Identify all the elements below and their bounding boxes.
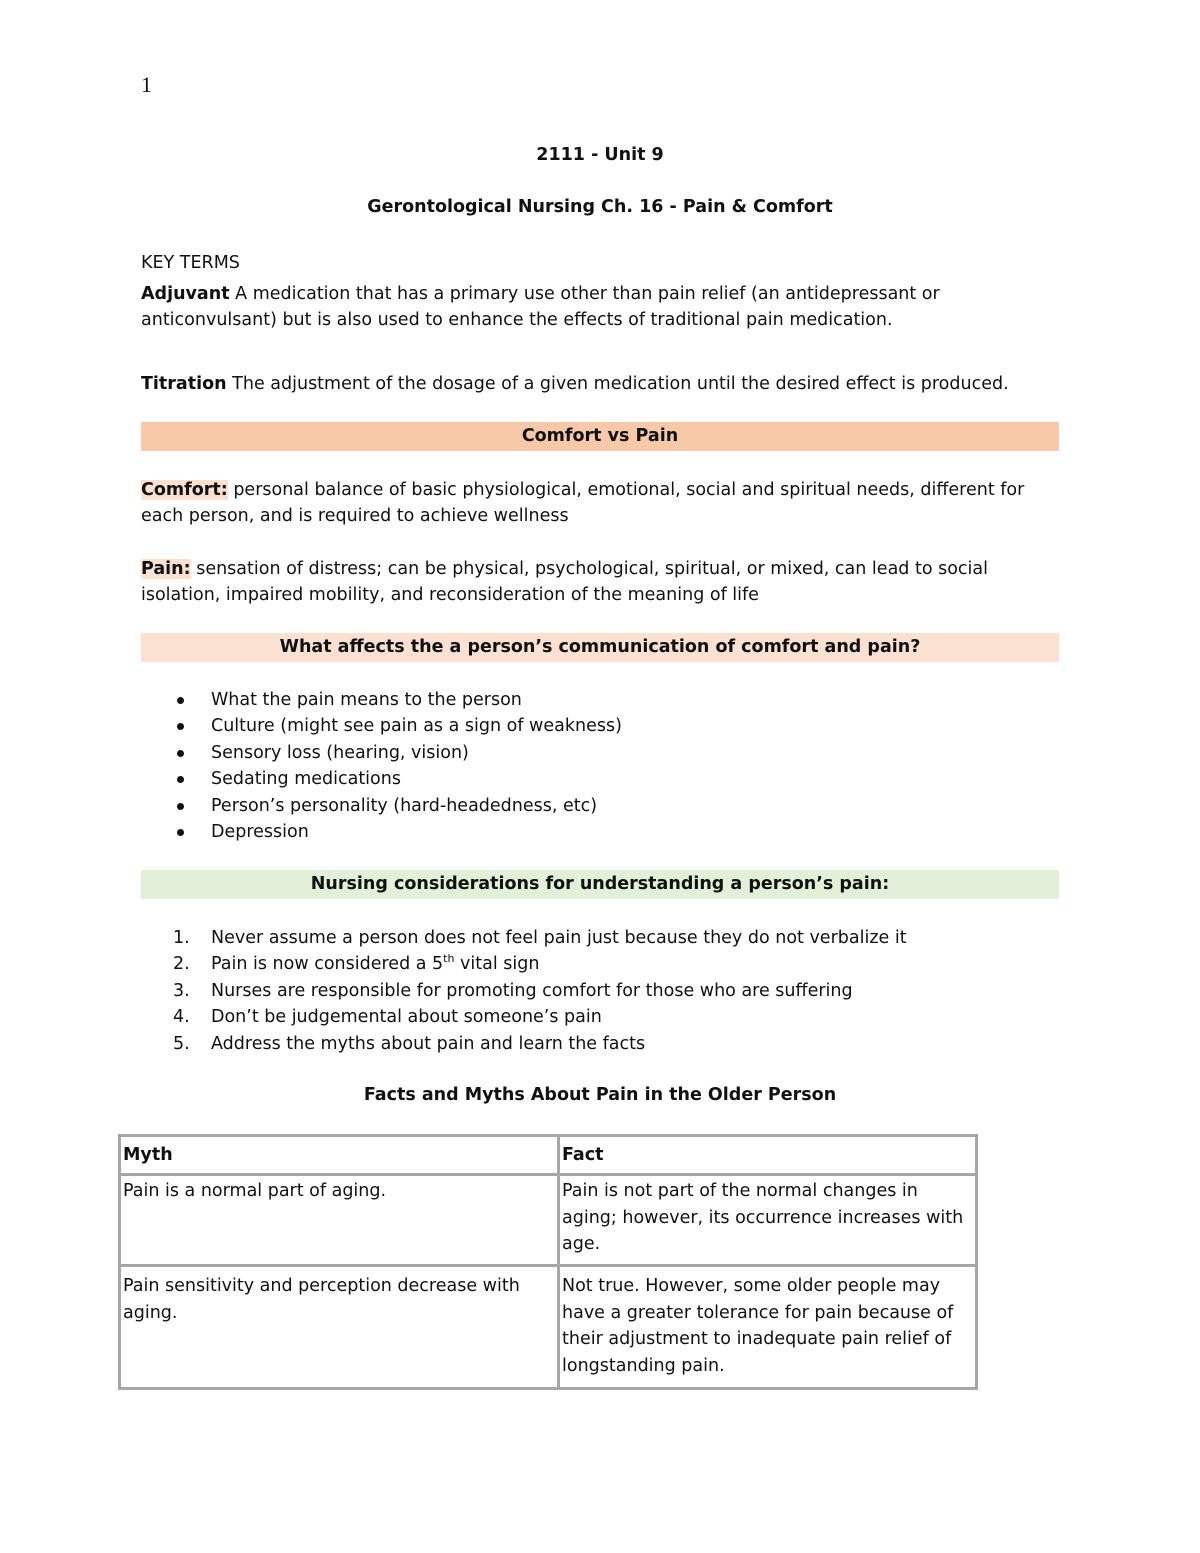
comfort-text: personal balance of basic physiological, emotional, social and spiritual needs, different for each person, and is required to achieve wellness — [141, 480, 1025, 526]
pain-definition — [141, 556, 1071, 608]
key-terms-heading: KEY TERMS — [141, 253, 240, 273]
list-item: Culture (might see pain as a sign of weakness) — [141, 713, 622, 739]
term-definition: A medication that has a primary use other than pain relief (an antidepressant or anticonvulsant) but is also used to enhance the effects of traditional pain medication. — [141, 284, 940, 330]
table-row — [120, 1266, 977, 1389]
list-item: 2. Pain is now considered a 5th vital sign — [173, 952, 540, 975]
myths-facts-table — [118, 1134, 978, 1390]
table-title: Facts and Myths About Pain in the Older Person — [363, 1085, 837, 1105]
bullet-icon — [177, 803, 184, 810]
list-item: What the pain means to the person — [141, 687, 622, 713]
term-name: Adjuvant — [141, 284, 230, 304]
comfort-label: Comfort: — [141, 480, 228, 500]
course-title: 2111 - Unit 9 — [536, 145, 664, 165]
list-item: 1. Never assume a person does not feel pain just because they do not verbalize it — [173, 928, 907, 948]
chapter-title: Gerontological Nursing Ch. 16 - Pain & Comfort — [367, 197, 833, 217]
list-item: Person’s personality (hard-headedness, etc) — [141, 793, 622, 819]
fact-cell: Pain is not part of the normal changes in aging; however, its occurrence increases with age. — [559, 1175, 977, 1266]
list-item: Sensory loss (hearing, vision) — [141, 740, 622, 766]
list-item: 5. Address the myths about pain and learn the facts — [173, 1033, 646, 1054]
communication-factors-list — [141, 687, 622, 845]
page-number: 1 — [141, 72, 152, 97]
list-item: Depression — [141, 819, 622, 845]
header-fact: Fact — [559, 1136, 977, 1175]
myth-cell: Pain sensitivity and perception decrease with aging. — [120, 1266, 559, 1389]
bullet-icon — [177, 829, 184, 836]
bullet-icon — [177, 723, 184, 730]
table-row — [120, 1175, 977, 1266]
section-nursing-considerations: Nursing considerations for understanding a person’s pain: — [141, 870, 1059, 899]
section-communication: What affects the a person’s communication of comfort and pain? — [141, 633, 1059, 662]
myth-cell: Pain is a normal part of aging. — [120, 1175, 559, 1266]
term-name: Titration — [141, 374, 227, 394]
term-adjuvant — [141, 281, 1071, 333]
header-myth: Myth — [120, 1136, 559, 1175]
bullet-icon — [177, 750, 184, 757]
section-comfort-vs-pain: Comfort vs Pain — [141, 422, 1059, 451]
term-titration — [141, 371, 1071, 397]
bullet-icon — [177, 776, 184, 783]
comfort-definition — [141, 477, 1071, 529]
pain-text: sensation of distress; can be physical, psychological, spiritual, or mixed, can lead to social isolation, impaired mobility, and reconsideration of the meaning of life — [141, 559, 988, 605]
list-item: 3. Nurses are responsible for promoting comfort for those who are suffering — [173, 980, 853, 1001]
table-header-row — [120, 1136, 977, 1175]
pain-label: Pain: — [141, 559, 191, 579]
term-definition: The adjustment of the dosage of a given medication until the desired effect is produced. — [232, 374, 1009, 394]
list-item: 4. Don’t be judgemental about someone’s pain — [173, 1007, 602, 1028]
nursing-considerations-list — [141, 925, 907, 1057]
fact-cell: Not true. However, some older people may have a greater tolerance for pain because of their adjustment to inadequate pain relief of longstanding pain. — [559, 1266, 977, 1389]
bullet-icon — [177, 697, 184, 704]
list-item: Sedating medications — [141, 766, 622, 792]
